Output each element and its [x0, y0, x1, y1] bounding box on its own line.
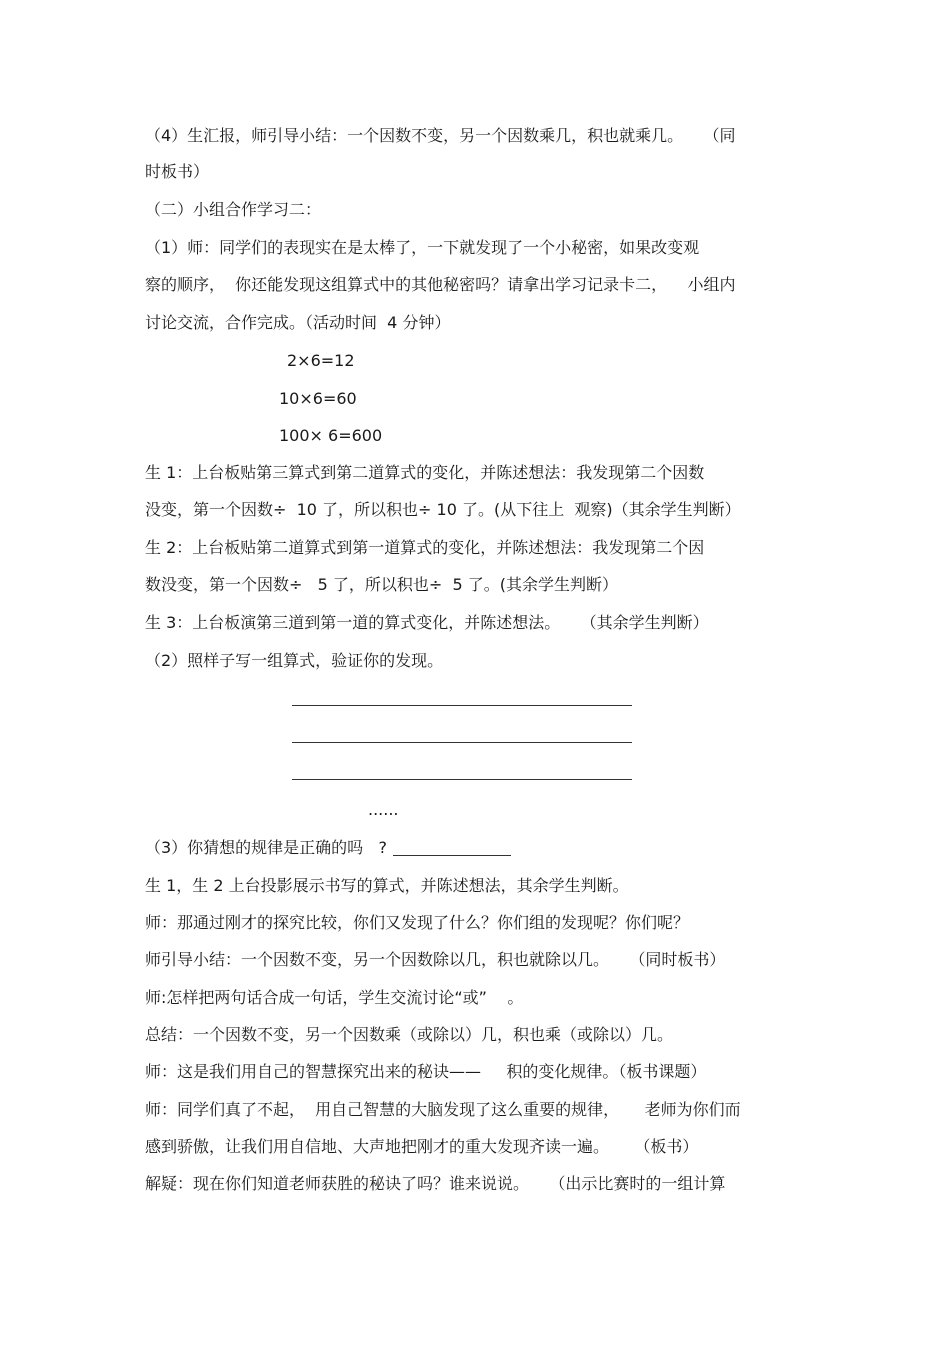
paragraph-line: 师引导小结：一个因数不变，另一个因数除以几，积也就除以几。 （同时板书）: [145, 950, 726, 969]
paragraph-line: （2）照样子写一组算式，验证你的发现。: [145, 651, 444, 670]
paragraph-line: （1）师：同学们的表现实在是太棒了，一下就发现了一个小秘密，如果改变观: [145, 238, 700, 257]
paragraph-line: 没变，第一个因数÷ 10 了，所以积也÷ 10 了。(从下往上 观察)（其余学生判断）: [145, 500, 741, 519]
answer-blank-line: [292, 705, 632, 706]
paragraph-line: 察的顺序， 你还能发现这组算式中的其他秘密吗？请拿出学习记录卡二， 小组内: [145, 275, 736, 294]
paragraph-line: 总结：一个因数不变，另一个因数乘（或除以）几，积也乘（或除以）几。: [145, 1025, 674, 1044]
answer-blank-line: [292, 779, 632, 780]
ellipsis: ......: [368, 800, 399, 819]
answer-blank-line: [292, 742, 632, 743]
section-heading: （二）小组合作学习二：: [145, 200, 322, 219]
equation: 2×6=12: [287, 351, 355, 370]
question-text: （3）你猜想的规律是正确的吗 ?: [145, 838, 387, 857]
paragraph-line: 数没变，第一个因数÷ 5 了，所以积也÷ 5 了。(其余学生判断）: [145, 575, 619, 594]
paragraph-line: 感到骄傲，让我们用自信地、大声地把刚才的重大发现齐读一遍。 （板书）: [145, 1137, 699, 1156]
paragraph-line: 师：那通过刚才的探究比较，你们又发现了什么？你们组的发现呢？你们呢？: [145, 913, 690, 932]
paragraph-line: 生 1：上台板贴第三算式到第二道算式的变化，并陈述想法：我发现第二个因数: [145, 463, 705, 482]
paragraph-line: 讨论交流，合作完成。（活动时间 4 分钟）: [145, 313, 451, 332]
question-line: [145, 838, 511, 858]
paragraph-line: 生 1，生 2 上台投影展示书写的算式，并陈述想法，其余学生判断。: [145, 876, 629, 895]
equation: 10×6=60: [279, 389, 357, 408]
paragraph-line: 师：这是我们用自己的智慧探究出来的秘诀—— 积的变化规律。（板书课题）: [145, 1062, 707, 1081]
paragraph-line: 师：同学们真了不起， 用自己智慧的大脑发现了这么重要的规律， 老师为你们而: [145, 1100, 741, 1119]
paragraph-line: 时板书）: [145, 162, 210, 181]
paragraph-line: 生 2：上台板贴第二道算式到第一道算式的变化，并陈述想法：我发现第二个因: [145, 538, 705, 557]
paragraph-line: 师:怎样把两句话合成一句话，学生交流讨论“或” 。: [145, 988, 524, 1007]
answer-blank-line: [393, 855, 511, 856]
equation: 100× 6=600: [279, 426, 383, 445]
paragraph-line: 解疑：现在你们知道老师获胜的秘诀了吗？谁来说说。 （出示比赛时的一组计算: [145, 1174, 726, 1193]
paragraph-line: （4）生汇报，师引导小结：一个因数不变，另一个因数乘几，积也就乘几。 （同: [145, 126, 736, 145]
paragraph-line: 生 3：上台板演第三道到第一道的算式变化，并陈述想法。 （其余学生判断）: [145, 613, 709, 632]
